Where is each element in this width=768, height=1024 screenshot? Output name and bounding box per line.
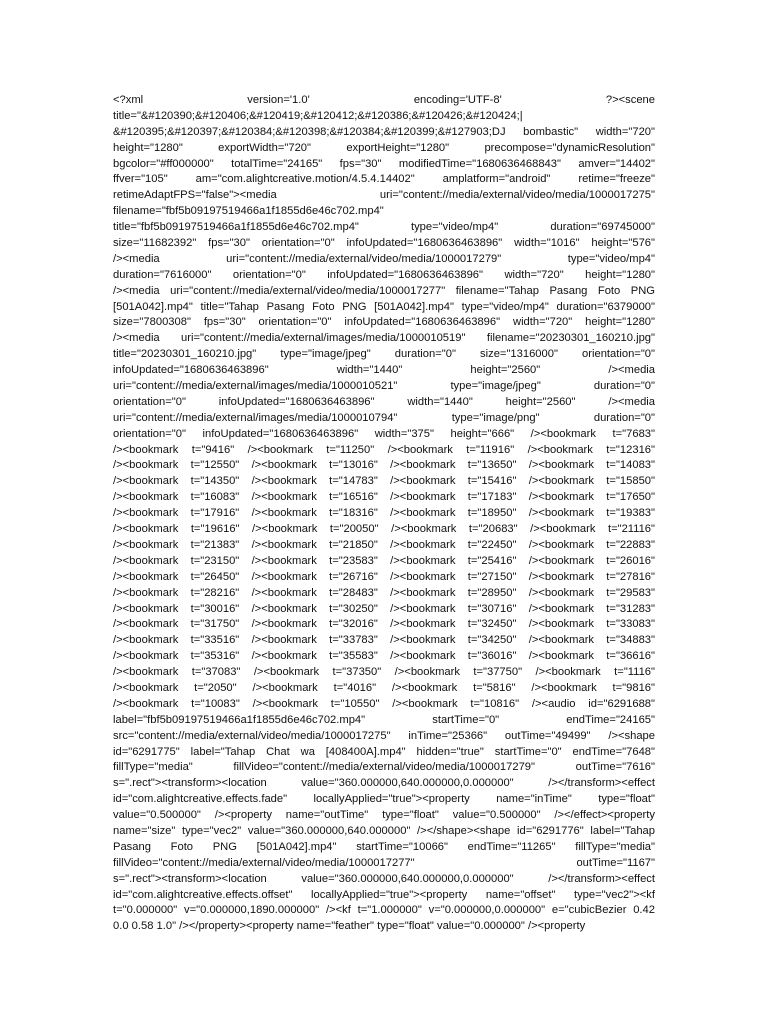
text-line: /><bookmark t="16083" /><bookmark t="16516" /><bookmark t="17183" /><bookmark t="17650" <box>113 491 655 504</box>
text-line: height="1280" exportWidth="720" exportHeight="1280" precompose="dynamicResolution" <box>113 141 655 154</box>
text-line: duration="7616000" orientation="0" infoUpdated="1680636463896" width="720" height="1280" <box>113 268 655 281</box>
text-line: size="7800308" fps="30" orientation="0" infoUpdated="1680636463896" width="720" height="1280" <box>113 316 655 329</box>
text-line: /><bookmark t="35316" /><bookmark t="35583" /><bookmark t="36016" /><bookmark t="36616" <box>113 650 655 663</box>
text-line: uri="content://media/external/images/media/1000010521" type="image/jpeg" duration="0" <box>113 380 655 393</box>
text-line: /><bookmark t="37083" /><bookmark t="37350" /><bookmark t="37750" /><bookmark t="1116" <box>113 666 655 679</box>
text-line: label="fbf5b09197519466a1f1855d6e46c702.mp4" startTime="0" endTime="24165" <box>113 713 655 726</box>
text-line: /><media uri="content://media/external/video/media/1000017277" filename="Tahap Pasang Foto PNG <box>113 284 655 297</box>
text-line: s=".rect"><transform><location value="360.000000,640.000000,0.000000" /></transform><effect <box>113 777 655 790</box>
text-line: uri="content://media/external/images/media/1000010794" type="image/png" duration="0" <box>113 411 655 424</box>
text-line: /><bookmark t="17916" /><bookmark t="18316" /><bookmark t="18950" /><bookmark t="19383" <box>113 507 655 520</box>
text-line: orientation="0" infoUpdated="1680636463896" width="1440" height="2560" /><media <box>113 395 655 408</box>
text-line: fillVideo="content://media/external/video/media/1000017277" outTime="1167" <box>113 856 655 869</box>
text-line: /><bookmark t="33516" /><bookmark t="33783" /><bookmark t="34250" /><bookmark t="34883" <box>113 634 655 647</box>
text-line: infoUpdated="1680636463896" width="1440" height="2560" /><media <box>113 364 655 377</box>
text-line: title="20230301_160210.jpg" type="image/jpeg" duration="0" size="1316000" orientation="0" <box>113 348 655 361</box>
text-line: bgcolor="#ff000000" totalTime="24165" fps="30" modifiedTime="1680636468843" amver="14402" <box>113 157 655 170</box>
text-line: id="com.alightcreative.effects.offset" locallyApplied="true"><property name="offset" type="vec2"><kf <box>113 888 655 901</box>
text-line: /><bookmark t="12550" /><bookmark t="13016" /><bookmark t="13650" /><bookmark t="14083" <box>113 459 655 472</box>
text-line: /><bookmark t="31750" /><bookmark t="32016" /><bookmark t="32450" /><bookmark t="33083" <box>113 618 655 631</box>
text-line: /><bookmark t="19616" /><bookmark t="20050" /><bookmark t="20683" /><bookmark t="21116" <box>113 523 655 536</box>
text-line: size="11682392" fps="30" orientation="0" infoUpdated="1680636463896" width="1016" height="576" <box>113 237 655 250</box>
text-line: s=".rect"><transform><location value="360.000000,640.000000,0.000000" /></transform><effect <box>113 872 655 885</box>
text-line: /><bookmark t="21383" /><bookmark t="21850" /><bookmark t="22450" /><bookmark t="22883" <box>113 538 655 551</box>
text-line: <?xml version='1.0' encoding='UTF-8' ?><scene <box>113 94 655 106</box>
text-line: Pasang Foto PNG [501A042].mp4" startTime="10066" endTime="11265" fillType="media" <box>113 840 655 853</box>
text-line: /><bookmark t="14350" /><bookmark t="14783" /><bookmark t="15416" /><bookmark t="15850" <box>113 475 655 488</box>
text-line: /><media uri="content://media/external/images/media/1000010519" filename="20230301_160210.jpg" <box>113 332 655 345</box>
text-line: t="0.000000" v="0.000000,1890.000000" /><kf t="1.000000" v="0.000000,0.000000" e="cubicBezier 0.42 <box>113 904 655 917</box>
text-line: /><bookmark t="30016" /><bookmark t="30250" /><bookmark t="30716" /><bookmark t="31283" <box>113 602 655 615</box>
text-line: &#120395;&#120397;&#120384;&#120398;&#120384;&#120399;&#127903;DJ bombastic" width="720" <box>113 125 655 138</box>
text-line: src="content://media/external/video/media/1000017275" inTime="25366" outTime="49499" /><shape <box>113 729 655 742</box>
text-line: [501A042].mp4" title="Tahap Pasang Foto PNG [501A042].mp4" type="video/mp4" duration="6379000" <box>113 300 655 313</box>
text-line: /><bookmark t="28216" /><bookmark t="28483" /><bookmark t="28950" /><bookmark t="29583" <box>113 586 655 599</box>
text-line: id="6291775" label="Tahap Chat wa [408400A].mp4" hidden="true" startTime="0" endTime="7648" <box>113 745 655 758</box>
text-line: 0.0 0.58 1.0" /></property><property name="feather" type="float" value="0.000000" /><property <box>113 920 586 933</box>
text-line: fillType="media" fillVideo="content://media/external/video/media/1000017279" outTime="7616" <box>113 761 655 774</box>
text-line: id="com.alightcreative.effects.fade" locallyApplied="true"><property name="inTime" type="float" <box>113 793 655 806</box>
text-line: orientation="0" infoUpdated="1680636463896" width="375" height="666" /><bookmark t="7683" <box>113 427 655 440</box>
text-line: title="&#120390;&#120406;&#120419;&#120412;&#120386;&#120426;&#120424;| <box>113 109 523 122</box>
text-line: retimeAdaptFPS="false"><media uri="content://media/external/video/media/1000017275" <box>113 189 655 202</box>
text-line: /><bookmark t="2050" /><bookmark t="4016" /><bookmark t="5816" /><bookmark t="9816" <box>113 681 655 694</box>
text-line: /><bookmark t="9416" /><bookmark t="11250" /><bookmark t="11916" /><bookmark t="12316" <box>113 443 655 456</box>
text-line: title="fbf5b09197519466a1f1855d6e46c702.mp4" type="video/mp4" duration="69745000" <box>113 221 655 234</box>
text-line: /><bookmark t="23150" /><bookmark t="23583" /><bookmark t="25416" /><bookmark t="26016" <box>113 554 655 567</box>
xml-text-block <box>113 93 655 935</box>
text-line: /><bookmark t="10083" /><bookmark t="10550" /><bookmark t="10816" /><audio id="6291688" <box>113 697 655 710</box>
text-line: ffver="105" am="com.alightcreative.motion/4.5.4.14402" amplatform="android" retime="freeze" <box>113 173 655 186</box>
text-line: name="size" type="vec2" value="360.000000,640.000000" /></shape><shape id="6291776" label="Tahap <box>113 824 655 837</box>
text-line: /><media uri="content://media/external/video/media/1000017279" type="video/mp4" <box>113 252 655 265</box>
text-line: value="0.500000" /><property name="outTime" type="float" value="0.500000" /></effect><property <box>113 809 655 822</box>
text-line: filename="fbf5b09197519466a1f1855d6e46c702.mp4" <box>113 205 384 218</box>
text-line: /><bookmark t="26450" /><bookmark t="26716" /><bookmark t="27150" /><bookmark t="27816" <box>113 570 655 583</box>
